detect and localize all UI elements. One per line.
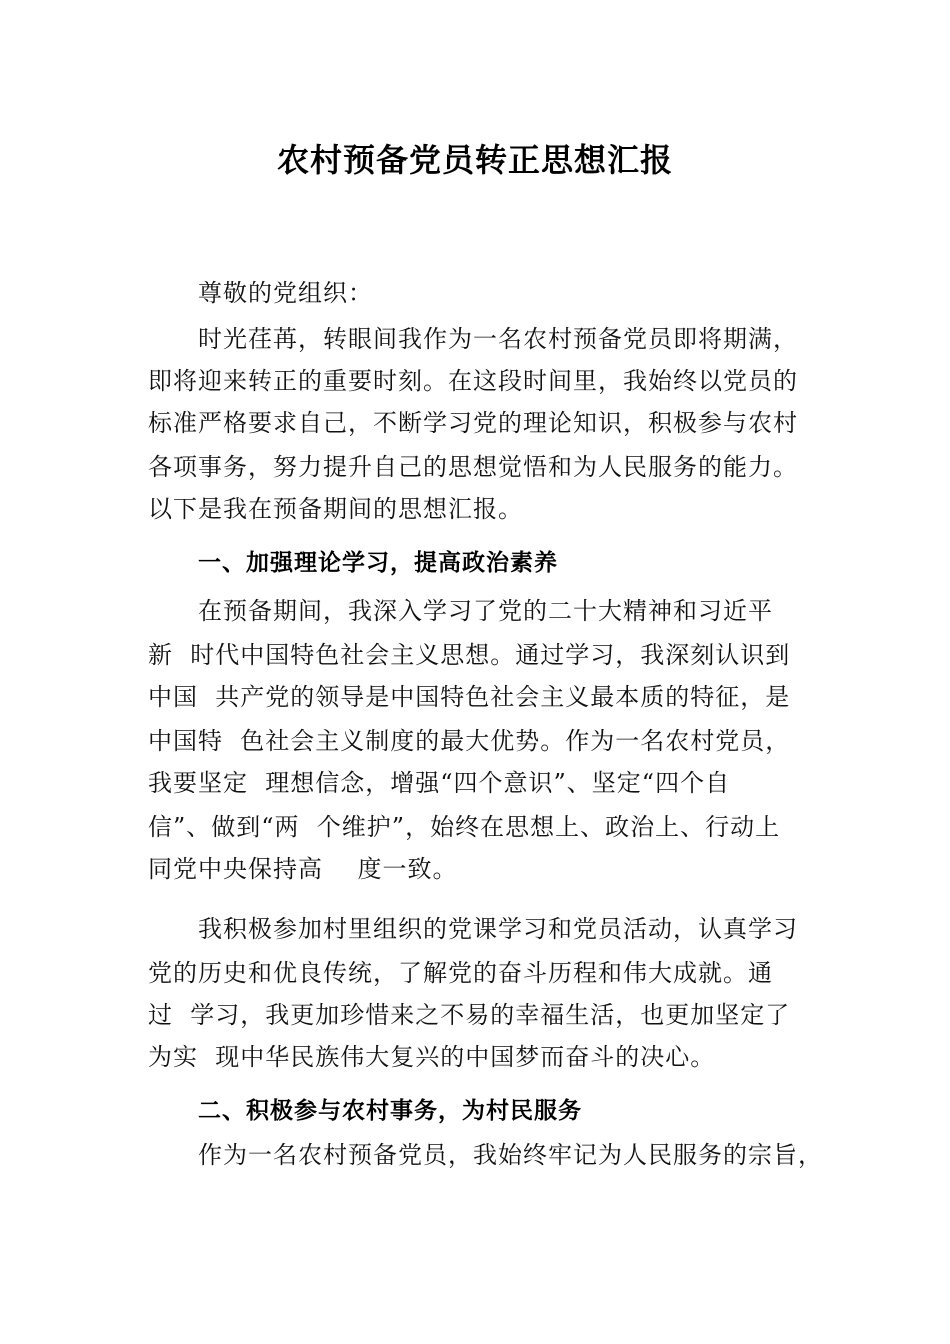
section-heading-2: 二、积极参与农村事务，为村民服务: [198, 1098, 582, 1124]
paragraph-2-line: 中国 共产党的领导是中国特色社会主义最本质的特征，是: [148, 683, 791, 711]
paragraph-2-line: 同党中央保持高 度一致。: [148, 855, 458, 883]
paragraph-3-line: 党的历史和优良传统，了解党的奋斗历程和伟大成就。通: [148, 959, 773, 987]
paragraph-3-line: 为实 现中华民族伟大复兴的中国梦而奋斗的决心。: [148, 1043, 716, 1071]
paragraph-1-line: 标准严格要求自己，不断学习党的理论知识，积极参与农村: [148, 409, 798, 437]
paragraph-2-line: 在预备期间，我深入学习了党的二十大精神和习近平: [198, 597, 773, 625]
salutation: 尊敬的党组织：: [198, 279, 373, 307]
paragraph-2-line: 信”、做到“两 个维护”，始终在思想上、政治上、行动上: [148, 813, 781, 841]
paragraph-2-line: 我要坚定 理想信念，增强“四个意识”、坚定“四个自: [148, 769, 731, 797]
paragraph-1-line: 以下是我在预备期间的思想汇报。: [148, 495, 523, 523]
document-title: 农村预备党员转正思想汇报: [276, 141, 673, 179]
paragraph-1-line: 时光荏苒，转眼间我作为一名农村预备党员即将期满，: [198, 325, 798, 353]
paragraph-3-line: 过 学习，我更加珍惜来之不易的幸福生活，也更加坚定了: [148, 1001, 791, 1029]
paragraph-2-line: 中国特 色社会主义制度的最大优势。作为一名农村党员，: [148, 727, 791, 755]
paragraph-1-line: 各项事务，努力提升自己的思想觉悟和为人民服务的能力。: [148, 453, 798, 481]
paragraph-2-line: 新 时代中国特色社会主义思想。通过学习，我深刻认识到: [148, 641, 791, 669]
section-heading-1: 一、加强理论学习，提高政治素养: [198, 550, 558, 576]
paragraph-4-line: 作为一名农村预备党员，我始终牢记为人民服务的宗旨，: [198, 1141, 823, 1169]
paragraph-1-line: 即将迎来转正的重要时刻。在这段时间里，我始终以党员的: [148, 367, 798, 395]
paragraph-3-line: 我积极参加村里组织的党课学习和党员活动，认真学习: [198, 915, 798, 943]
